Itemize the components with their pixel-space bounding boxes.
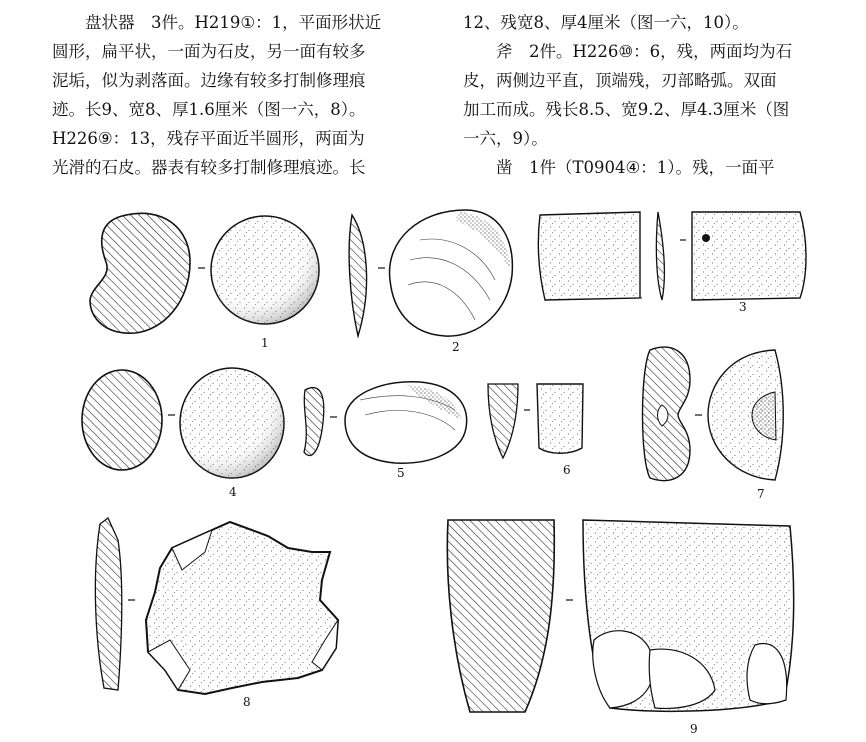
- figure-number: 8: [243, 695, 251, 709]
- paragraph-line: 圆形，扁平状，一面为石皮，另一面有较多: [52, 42, 366, 61]
- paragraph-line: 一六，9）。: [463, 129, 548, 148]
- artifact-6: [488, 384, 583, 477]
- figure-number: 3: [739, 300, 747, 314]
- figure-number: 1: [261, 336, 269, 350]
- figure-number: 9: [690, 722, 698, 736]
- paragraph-line: 皮，两侧边平直，顶端残，刃部略弧。双面: [463, 71, 777, 90]
- paragraph-line: 12、残宽8、厚4厘米（图一六，10）。: [463, 13, 749, 32]
- paragraph-line: 光滑的石皮。器表有较多打制修理痕迹。长: [52, 158, 366, 177]
- paragraph-line: 加工而成。残长8.5、宽9.2、厚4.3厘米（图: [463, 100, 790, 119]
- figure-number: 4: [229, 485, 237, 499]
- figure-number: 6: [563, 463, 571, 477]
- figure-number: 7: [757, 487, 765, 501]
- artifact-3: [538, 212, 806, 314]
- artifact-8: [95, 518, 338, 709]
- figure-number: 5: [397, 466, 405, 480]
- artifact-1: [90, 213, 319, 333]
- paragraph-line: 泥垢，似为剥落面。边缘有较多打制修理痕: [52, 71, 366, 90]
- paragraph-line: 迹。长9、宽8、厚1.6厘米（图一六，8）。: [52, 100, 366, 119]
- artifact-7: [643, 347, 784, 501]
- artifact-5: [304, 382, 467, 480]
- paragraph-line: 斧 2件。H226⑩：6，残，两面均为石: [496, 42, 793, 61]
- paragraph-line: H226⑨：13，残存平面近半圆形，两面为: [52, 129, 365, 148]
- artifact-4: [82, 368, 284, 478]
- paragraph-line: 凿 1件（T0904④：1）。残，一面平: [496, 158, 775, 177]
- artifact-2: [349, 210, 512, 336]
- figure-number: 2: [452, 340, 460, 354]
- artifact-9: [447, 520, 793, 736]
- paragraph-line: 盘状器 3件。H219①：1，平面形状近: [85, 13, 382, 32]
